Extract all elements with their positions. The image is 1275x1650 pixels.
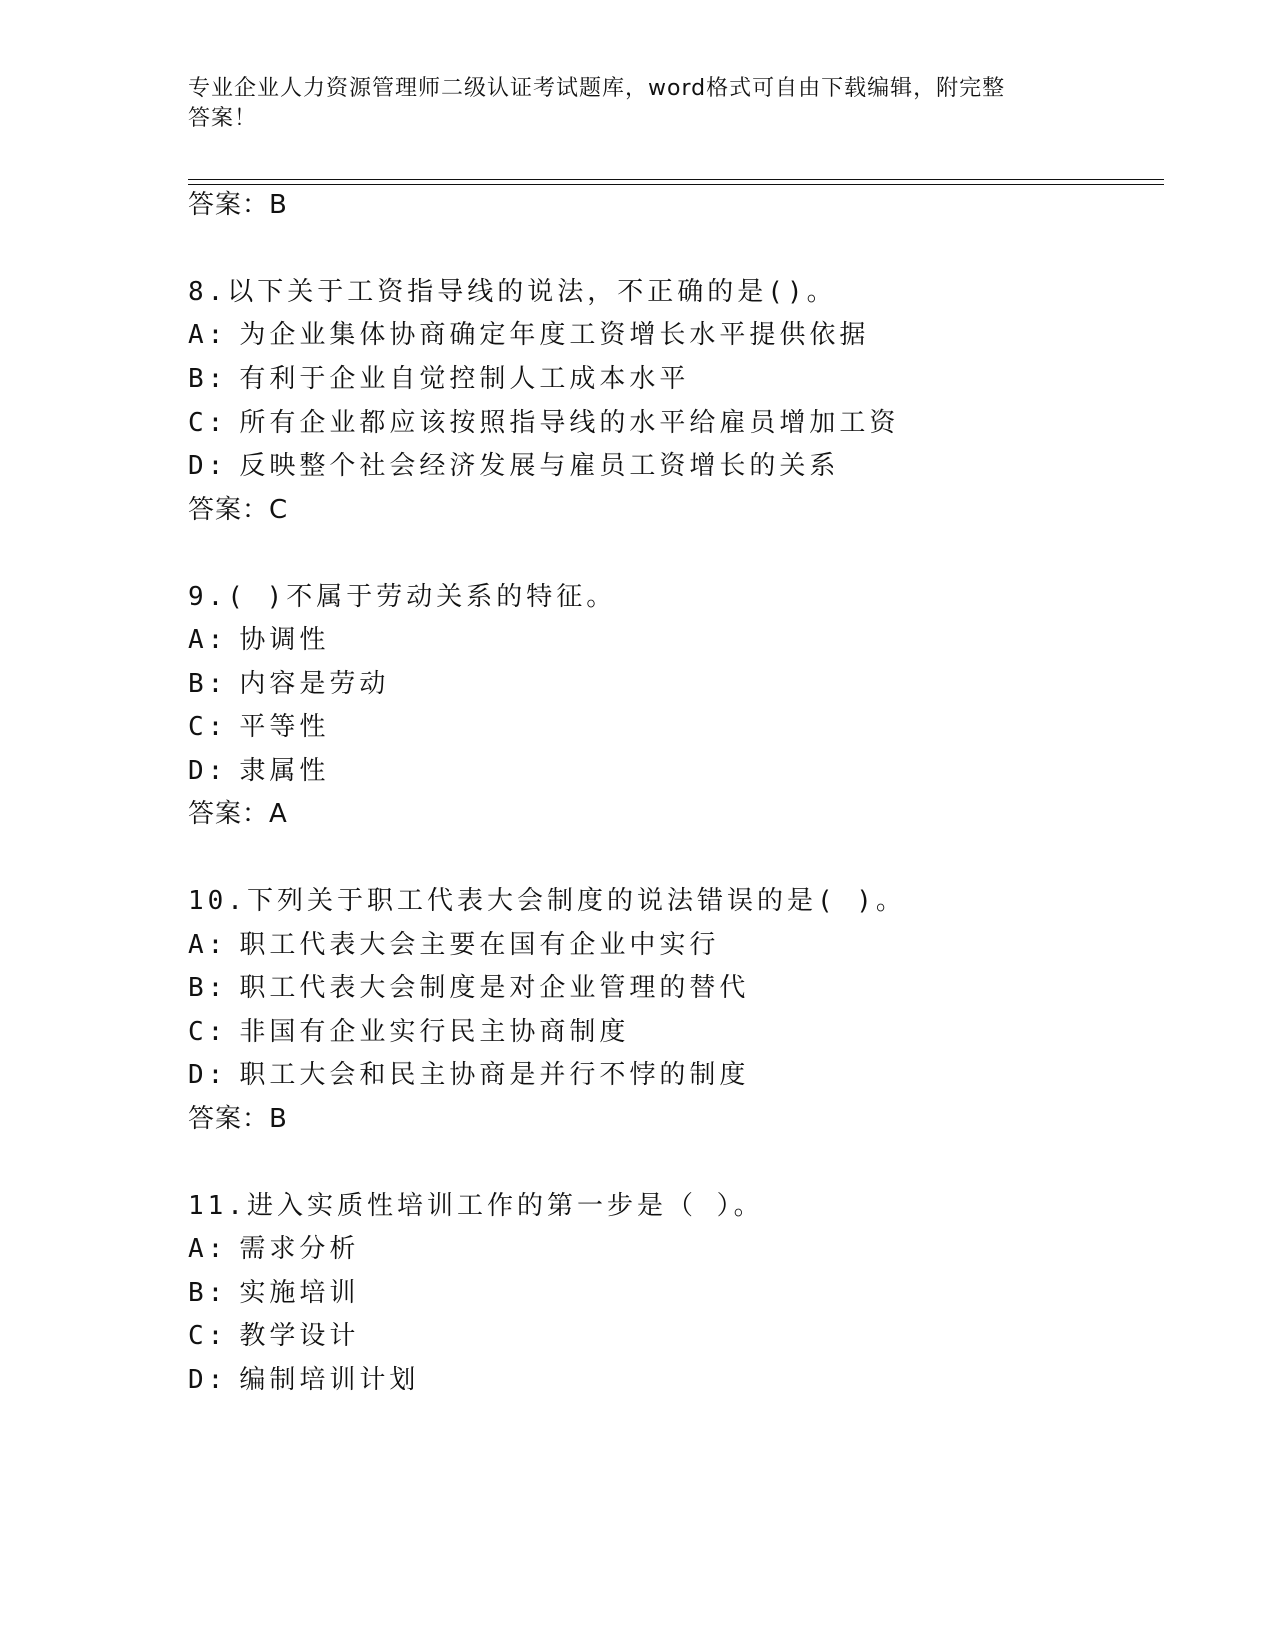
option-c [188,1319,359,1353]
header-divider-top [188,179,1164,180]
option-letter: B: [188,669,228,699]
answer-line: 答案：A [188,799,288,829]
option-text: 反映整个社会经济发展与雇员工资增长的关系 [239,451,840,481]
option-letter: D: [188,1365,228,1395]
option-d [188,754,329,788]
option-letter: B: [188,1278,228,1308]
option-a [188,623,329,657]
option-letter: B: [188,364,228,394]
option-text: 教学设计 [239,1321,360,1351]
option-c [188,710,329,744]
option-text: 职工代表大会主要在国有企业中实行 [239,930,720,960]
option-text: 平等性 [239,712,330,742]
answer-line: 答案：B [188,1104,288,1134]
option-letter: D: [188,1060,228,1090]
option-b [188,1276,359,1310]
option-letter: A: [188,625,228,655]
option-c [188,1015,629,1049]
question-stem: 10.下列关于职工代表大会制度的说法错误的是( )。 [188,886,906,916]
option-letter: A: [188,930,228,960]
option-text: 所有企业都应该按照指导线的水平给雇员增加工资 [239,408,900,438]
option-letter: C: [188,408,228,438]
option-text: 隶属性 [239,756,330,786]
option-d [188,1058,749,1092]
option-text: 职工代表大会制度是对企业管理的替代 [239,973,750,1003]
question-stem: 9.( )不属于劳动关系的特征。 [188,582,617,612]
header-divider-bottom [188,184,1164,185]
answer-line: 答案：B [188,190,288,220]
option-b [188,971,749,1005]
option-text: 实施培训 [239,1278,360,1308]
question-stem: 8.以下关于工资指导线的说法，不正确的是()。 [188,277,837,307]
option-letter: D: [188,451,228,481]
option-text: 非国有企业实行民主协商制度 [239,1017,630,1047]
option-text: 为企业集体协商确定年度工资增长水平提供依据 [239,320,870,350]
page-header [188,74,1088,134]
option-text: 编制培训计划 [239,1365,420,1395]
option-letter: C: [188,712,228,742]
header-line-1: 专业企业人力资源管理师二级认证考试题库，word格式可自由下载编辑，附完整 [188,76,1006,101]
answer-line: 答案：C [188,495,289,525]
header-line-2: 答案！ [188,106,258,131]
option-d [188,1363,419,1397]
option-d [188,449,839,483]
option-b [188,362,689,396]
option-text: 职工大会和民主协商是并行不悖的制度 [239,1060,750,1090]
option-a [188,318,869,352]
option-b [188,667,389,701]
option-a [188,1232,359,1266]
option-text: 有利于企业自觉控制人工成本水平 [239,364,690,394]
option-letter: B: [188,973,228,1003]
option-letter: D: [188,756,228,786]
option-text: 内容是劳动 [239,669,390,699]
option-text: 需求分析 [239,1234,360,1264]
option-text: 协调性 [239,625,330,655]
option-letter: A: [188,1234,228,1264]
question-stem: 11.进入实质性培训工作的第一步是（ ）。 [188,1191,764,1221]
option-c [188,406,899,440]
option-letter: C: [188,1017,228,1047]
option-letter: C: [188,1321,228,1351]
option-a [188,928,719,962]
option-letter: A: [188,320,228,350]
